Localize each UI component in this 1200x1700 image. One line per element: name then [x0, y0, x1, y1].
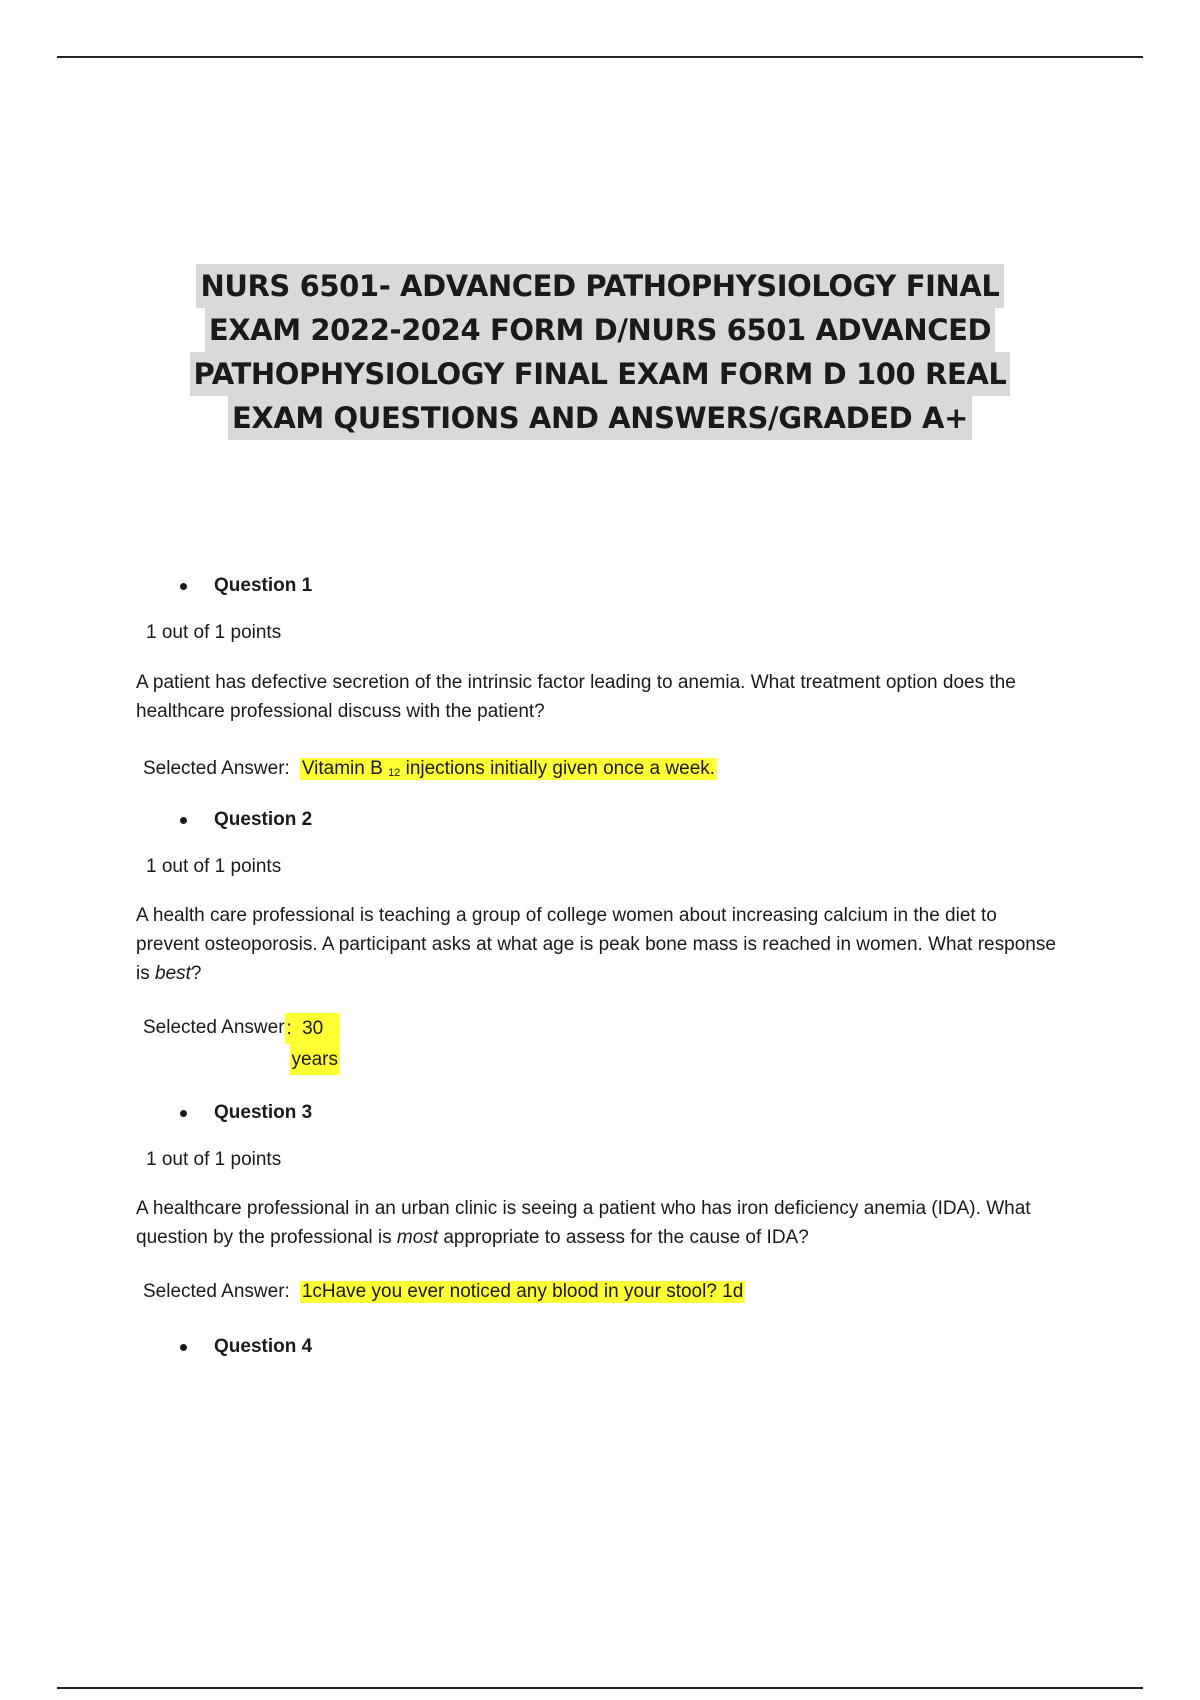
answer-label: Selected Answer: [143, 758, 290, 779]
question-heading [180, 1102, 312, 1124]
question-label: Question 3 [214, 1102, 313, 1123]
question-points: 1 out of 1 points [146, 1149, 282, 1170]
question-heading [180, 1336, 312, 1358]
question-text: A patient has defective secretion of the intrinsic factor leading to anemia. What treatment option does the healthcare professional discuss with the patient? [136, 672, 1016, 722]
question-label: Question 2 [214, 809, 313, 830]
title-line-2: EXAM 2022-2024 FORM D/NURS 6501 ADVANCED [205, 308, 995, 352]
answer-value: 1cHave you ever noticed any blood in your stool? 1d [301, 1281, 744, 1302]
answer-label: Selected Answer [143, 1017, 285, 1038]
title-line-4: EXAM QUESTIONS AND ANSWERS/GRADED A+ [228, 396, 972, 440]
document-title [180, 264, 1020, 440]
bullet-icon [180, 817, 187, 824]
selected-answer [143, 758, 717, 780]
question-heading [180, 809, 312, 831]
answer-label: Selected Answer: [143, 1281, 290, 1302]
bullet-icon [180, 1344, 187, 1351]
title-line-3: PATHOPHYSIOLOGY FINAL EXAM FORM D 100 REAL [190, 352, 1011, 396]
question-label: Question 4 [214, 1336, 313, 1357]
bullet-icon [180, 1110, 187, 1117]
top-rule [57, 56, 1143, 58]
title-line-1: NURS 6501- ADVANCED PATHOPHYSIOLOGY FINAL [196, 264, 1003, 308]
selected-answer [143, 1281, 745, 1303]
question-heading [180, 575, 312, 597]
question-text: A healthcare professional in an urban clinic is seeing a patient who has iron deficiency anemia (IDA). What question by the professional is most appropriate to assess for the cause of IDA? [136, 1198, 1031, 1248]
bottom-rule [57, 1687, 1143, 1689]
question-label: Question 1 [214, 575, 313, 596]
question-points: 1 out of 1 points [146, 622, 282, 643]
selected-answer [143, 1017, 340, 1075]
answer-value: Vitamin B 12 injections initially given once a week. [301, 758, 716, 779]
answer-value: : 30 years [285, 1013, 340, 1075]
question-points: 1 out of 1 points [146, 856, 282, 877]
bullet-icon [180, 583, 187, 590]
question-text: A health care professional is teaching a group of college women about increasing calcium in the diet to prevent osteoporosis. A participant asks at what age is peak bone mass is reached in women. What response is best? [136, 905, 1056, 984]
